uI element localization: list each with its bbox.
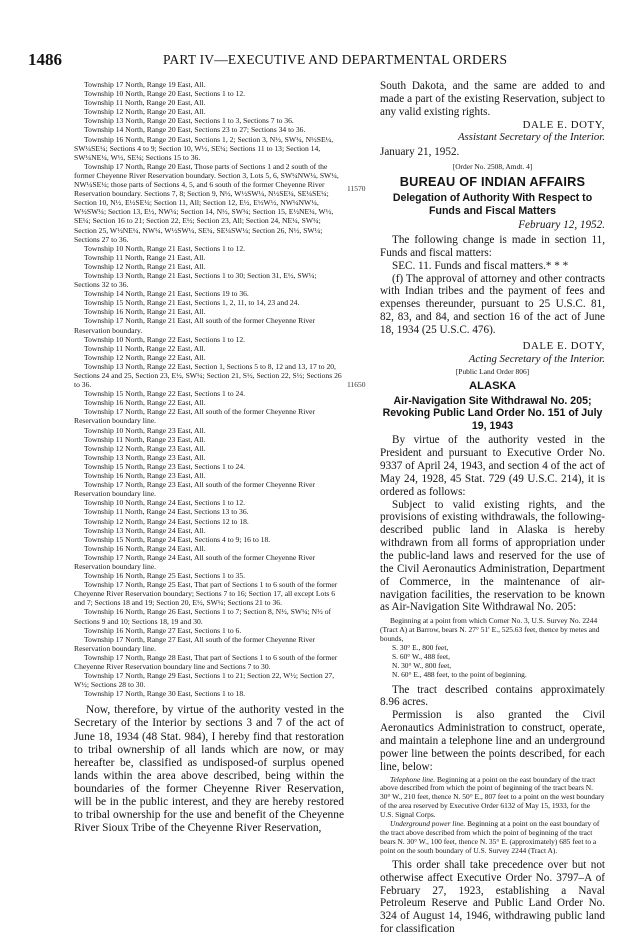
township-entry: Township 14 North, Range 20 East, Sections 23 to 27; Sections 34 to 36. bbox=[84, 125, 306, 135]
township-entry: Township 17 North, Range 25 East, That part of Sections 1 to 6 south of the former Cheyenne River Reservation boundary; Sections 7 to 16; Section 17, all except Lots 6 and 7; Sections 18 and 19; Section 20, E½, SW¼; Sections 21 to 36. bbox=[74, 580, 338, 608]
bearing-line: S. 60° W., 488 feet, bbox=[392, 651, 450, 661]
margin-note: 11570 bbox=[347, 184, 366, 193]
page-number: 1486 bbox=[28, 50, 62, 69]
township-entry: Township 11 North, Range 21 East, All. bbox=[84, 252, 206, 262]
telephone-text: Beginning at a point on the east boundary of the tract above described from which the point of beginning of the tract bears N. 30° W., 210 feet, thence N. 50° E., 807 feet to a point on the west boundary of the area reserved by Executive Order 6132 of May 15, 1933, for the U.S. Signal Corps. bbox=[380, 774, 605, 820]
township-entry: Township 16 North, Range 24 East, All. bbox=[84, 543, 206, 553]
township-entry: Township 12 North, Range 20 East, All. bbox=[84, 107, 206, 117]
township-entry: Township 17 North, Range 23 East, All south of the former Cheyenne River Reservation boundary line. bbox=[74, 480, 316, 499]
township-entry: Township 15 North, Range 22 East, Sections 1 to 24. bbox=[84, 389, 246, 399]
authority-paragraph: By virtue of the authority vested in the President and pursuant to Executive Order No. 9337 of April 24, 1943, and section 4 of the act of May 24, 1928, 45 Stat. 729 (49 U.S.C. 214), it is ordered as follows: bbox=[380, 434, 605, 498]
township-entry: Township 10 North, Range 24 East, Sections 1 to 12. bbox=[84, 498, 246, 508]
page-header bbox=[28, 50, 608, 72]
now-therefore-paragraph: Now, therefore, by virtue of the authority vested in the Secretary of the Interior by sections 3 and 7 of the act of June 18, 1934 (48 Stat. 984), I hereby find that restoration to tribal ownership of all lands which are now, or may hereafter be, classified as undisposed-of surplus opened lands within the area above described, being within the boundaries of the former Cheyenne River Reservation, will be in the public interest, and they are hereby restored to tribal ownership for the use and benefit of the Cheyenne River Sioux Tribe of the Cheyenne River Reservation, bbox=[74, 704, 344, 835]
township-entry: Township 17 North, Range 29 East, Sections 1 to 21; Section 22, W½; Section 27, W½; Sections 28 to 30. bbox=[74, 671, 335, 690]
running-title: PART IV—EXECUTIVE AND DEPARTMENTAL ORDERS bbox=[163, 52, 508, 67]
permission-paragraph: Permission is also granted the Civil Aeronautics Administration to construct, operate, and maintain a telephone line and an underground power line between the points described, for each line, below: bbox=[380, 709, 605, 773]
section-heading: Air-Navigation Site Withdrawal No. 205; Revoking Public Land Order No. 151 of July 19, 1943 bbox=[382, 394, 603, 432]
township-entry: Township 10 North, Range 22 East, Sections 1 to 12. bbox=[84, 334, 246, 344]
signature-name: DALE E. DOTY, bbox=[522, 339, 605, 352]
township-entry: Township 12 North, Range 23 East, All. bbox=[84, 443, 206, 453]
township-entry: Township 10 North, Range 20 East, Sections 1 to 12. bbox=[84, 89, 246, 99]
left-column bbox=[74, 80, 344, 835]
order-number: [Public Land Order 806] bbox=[455, 367, 530, 377]
township-entry: Township 16 North, Range 21 East, All. bbox=[84, 307, 206, 317]
township-entry: Township 12 North, Range 22 East, All. bbox=[84, 352, 206, 362]
township-entry: Township 14 North, Range 21 East, Sections 19 to 36. bbox=[84, 289, 249, 299]
township-entry: Township 16 North, Range 27 East, Sections 1 to 6. bbox=[84, 625, 242, 635]
agency-heading: ALASKA bbox=[469, 380, 516, 393]
township-entry: Township 15 North, Range 23 East, Sections 1 to 24. bbox=[84, 461, 246, 471]
township-entry: Township 17 North, Range 20 East, Those parts of Sections 1 and 2 south of the former Cheyenne River Reservation boundary. Section 3, Lots 5, 6, SW¼NW¼, SW¼, NW¼SE¼; those parts of Sections 4, 5, and 6 south of the former Cheyenne River Reservation boundary. Sections 7, 8; Section 9, N½, W½SW¼, N½SE¼, SE¼SE¼; Section 10, N½, E½SE¼; Section 11, All; Section 12, E½, E½W½, NW¼NW¼, W½SW¼; Section 13, E½, NW¼; Section 14, N½, SW¼; Section 15, E½NE¼, W½, SE¼; Section 16 to 21; Section 22, E½; Section 23, All; Section 24, NE¼, SW¼; Section 25, W½NE¼, NW¼, W½SW¼, SE¼, SE¼SW¼; Section 26, N½, SW¼; Sections 27 to 36. bbox=[74, 161, 339, 244]
township-entry: Township 17 North, Range 21 East, All south of the former Cheyenne River Reservation boundary. bbox=[74, 316, 316, 335]
township-entry: Township 11 North, Range 22 East, All. bbox=[84, 343, 206, 353]
township-entry: Township 13 North, Range 22 East, Section 1, Sections 5 to 8, 12 and 13, 17 to 20, Sections 24 and 25, Section 23, E½, SW¼; Section 21, S½, Section 22, S½; Sections 26 to 36. bbox=[74, 361, 342, 390]
continuation-paragraph: South Dakota, and the same are added to and made a part of the existing Reservation, subject to any valid existing rights. bbox=[380, 80, 605, 118]
township-entry: Township 11 North, Range 24 East, Sections 13 to 36. bbox=[84, 507, 249, 517]
agency-heading: BUREAU OF INDIAN AFFAIRS bbox=[399, 173, 586, 189]
signature-title: Assistant Secretary of the Interior. bbox=[457, 131, 605, 144]
township-entry: Township 13 North, Range 21 East, Sections 1 to 30; Section 31, E½, SW¼; Sections 32 to 36. bbox=[74, 270, 317, 290]
township-list bbox=[74, 80, 344, 698]
margin-note: 11650 bbox=[347, 380, 366, 389]
right-column bbox=[380, 80, 605, 936]
power-term: Underground power line. bbox=[390, 819, 466, 829]
township-entry: Township 11 North, Range 20 East, All. bbox=[84, 98, 206, 108]
township-entry: Township 17 North, Range 24 East, All south of the former Cheyenne River Reservation boundary line. bbox=[74, 552, 316, 571]
power-line-description bbox=[380, 820, 605, 856]
withdrawal-paragraph: Subject to valid existing rights, and the provisions of existing withdrawals, the following-described public land in Alaska is hereby withdrawn from all forms of appropriation under the public-land laws and reserved for the use of the Civil Aeronautics Administration, Department of Commerce, in the maintenance of air-navigation facilities, the reservation to be known as Air-Navigation Site Withdrawal No. 205: bbox=[380, 498, 605, 614]
township-entry: Township 10 North, Range 21 East, Sections 1 to 12. bbox=[84, 243, 246, 253]
township-entry: Township 17 North, Range 19 East, All. bbox=[84, 80, 206, 89]
telephone-line-description bbox=[380, 776, 605, 821]
dateline: January 21, 1952. bbox=[380, 146, 460, 158]
township-entry: Township 17 North, Range 28 East, That part of Sections 1 to 6 south of the former Cheyenne River Reservation boundary line and Sections 7 to 30. bbox=[74, 652, 338, 671]
township-entry: Township 15 North, Range 21 East, Sections 1, 2, 11, to 14, 23 and 24. bbox=[84, 298, 300, 308]
township-entry: Township 16 North, Range 23 East, All. bbox=[84, 471, 206, 481]
township-entry: Township 17 North, Range 30 East, Sections 1 to 18. bbox=[84, 689, 246, 699]
township-entry: Township 10 North, Range 23 East, All. bbox=[84, 425, 206, 435]
township-entry: Township 17 North, Range 27 East, All south of the former Cheyenne River Reservation boundary line. bbox=[74, 634, 316, 653]
section-heading: Delegation of Authority With Respect to Funds and Fiscal Matters bbox=[392, 192, 593, 217]
change-paragraph: The following change is made in section 11, Funds and fiscal matters: bbox=[380, 234, 605, 259]
township-entry: Township 12 North, Range 24 East, Sections 12 to 18. bbox=[84, 516, 249, 526]
power-text: Beginning at a point on the east boundary of the tract above described from which the point of beginning of the tract bears N. 30° W., 100 feet, thence N. 35° E. (approximately) 685 feet to a point on the south boundary of U.S. Survey 2244 (Tract A). bbox=[380, 819, 600, 855]
township-entry: Township 15 North, Range 24 East, Sections 4 to 9; 16 to 18. bbox=[84, 534, 271, 544]
signature-title: Acting Secretary of the Interior. bbox=[468, 352, 605, 365]
order-number: [Order No. 2508, Amdt. 4] bbox=[452, 161, 533, 171]
township-entry: Township 16 North, Range 20 East, Sections 1, 2; Section 3, N½, SW¼, N½SE¼, SW¼SE¼; Sections 4 to 9; Section 10, W½, SE¼; Sections 11 to 13; Section 14, SW¼NE¼, W½, SE¼; Sections 15 to 36. bbox=[74, 134, 334, 162]
order-date: February 12, 1952. bbox=[518, 219, 605, 232]
section-11-line: SEC. 11. Funds and fiscal matters.* * * bbox=[392, 259, 569, 272]
township-entry: Township 16 North, Range 25 East, Sections 1 to 35. bbox=[84, 571, 246, 581]
township-entry: Township 16 North, Range 22 East, All. bbox=[84, 398, 206, 408]
township-entry: Township 13 North, Range 23 East, All. bbox=[84, 452, 206, 462]
metes-bounds-list bbox=[380, 644, 605, 680]
final-paragraph: This order shall take precedence over but not otherwise affect Executive Order No. 3797–A of February 27, 1923, establishing a Naval Petroleum Reserve and Public Land Order No. 324 of August 14, 1946, withdrawing public land for classification bbox=[380, 858, 605, 936]
township-entry: Township 11 North, Range 23 East, All. bbox=[84, 434, 206, 444]
township-entry: Township 12 North, Range 21 East, All. bbox=[84, 261, 206, 271]
township-entry: Township 13 North, Range 20 East, Sections 1 to 3, Sections 7 to 36. bbox=[84, 116, 294, 126]
bearing-line: N. 60° E., 488 feet, to the point of beginning. bbox=[392, 669, 527, 679]
telephone-term: Telephone line. bbox=[390, 774, 436, 784]
signature-name: DALE E. DOTY, bbox=[522, 118, 605, 131]
tract-paragraph: The tract described contains approximately 8.96 acres. bbox=[380, 683, 605, 709]
township-entry: Township 16 North, Range 26 East, Sections 1 to 7; Section 8, N½, SW¼; N½ of Sections 9 and 10; Sections 18, 19 and 30. bbox=[74, 607, 332, 626]
township-entry: Township 17 North, Range 22 East, All south of the former Cheyenne River Reservation boundary line. bbox=[74, 407, 316, 426]
bearing-line: S. 30° E., 800 feet, bbox=[392, 642, 449, 652]
description-lead: Beginning at a point from which Corner No. 3, U.S. Survey No. 2244 (Tract A) at Barrow, bears N. 27° 51′ E., 525.63 feet, thence by metes and bounds, bbox=[380, 616, 600, 644]
f-paragraph: (f) The approval of attorney and other contracts with Indian tribes and the payment of fees and expenses thereunder, pursuant to 25 U.S.C. 81, 82, 83, and 84, and section 16 of the act of June 18, 1934 (25 U.S.C. 476). bbox=[380, 272, 605, 336]
township-entry: Township 13 North, Range 24 East, All. bbox=[84, 525, 206, 535]
bearing-line: N. 30° W., 800 feet, bbox=[392, 660, 452, 670]
